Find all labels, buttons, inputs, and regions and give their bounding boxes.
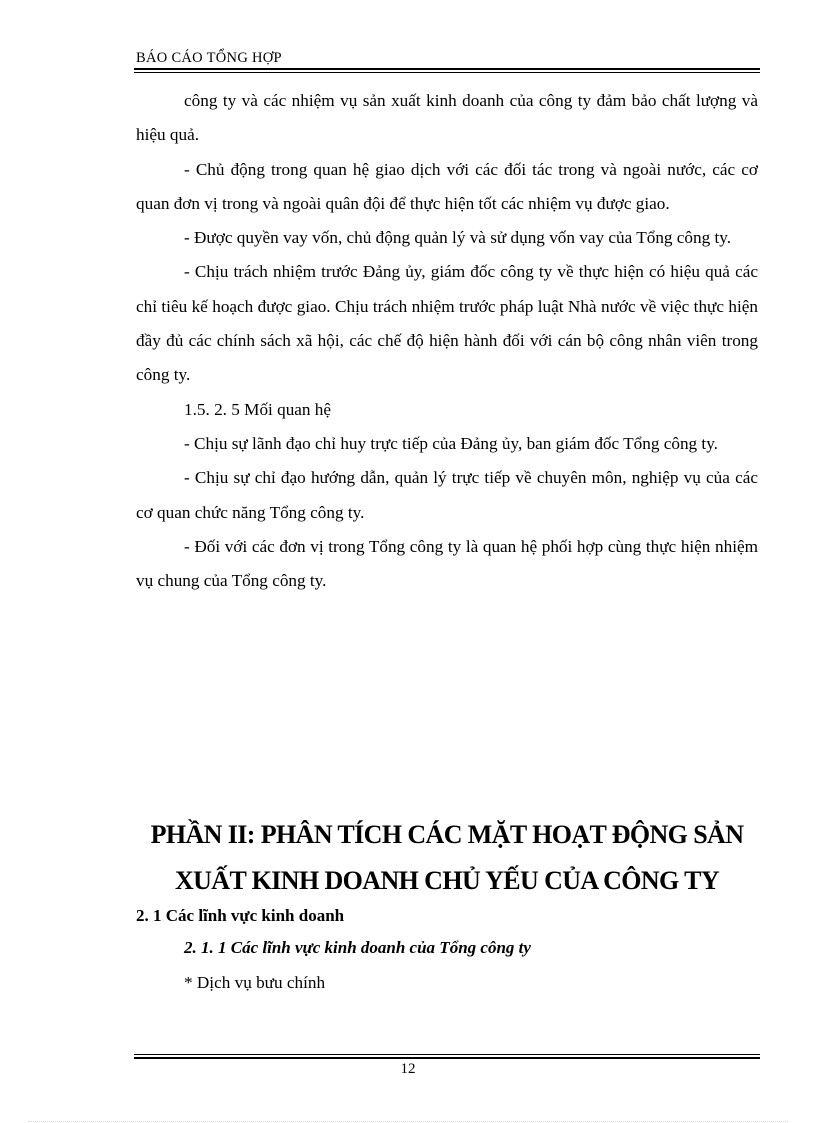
page-number: 12 (400, 1061, 416, 1077)
bullet-item: * Dịch vụ bưu chính (184, 973, 326, 992)
paragraph: - Được quyền vay vốn, chủ động quản lý và sử dụng vốn vay của Tổng công ty. (184, 228, 732, 248)
part-title-line-1: PHẦN II: PHÂN TÍCH CÁC MẶT HOẠT ĐỘNG SẢN (150, 820, 744, 849)
paragraph: - Chịu trách nhiệm trước Đảng ủy, giám đốc công ty về thực hiện có hiệu quả các chỉ tiêu kế hoạch được giao. Chịu trách nhiệm trước pháp luật Nhà nước về việc thực hiện đầy đủ các chính sách xã hội, các chế độ hiện hành đối với cán bộ công nhân viên trong công ty. (136, 262, 758, 385)
part-title (136, 812, 758, 904)
header-rule-thick (134, 68, 760, 70)
paragraph: công ty và các nhiệm vụ sản xuất kinh doanh của công ty đảm bảo chất lượng và hiệu quả. (136, 91, 758, 145)
section-heading: 2. 1 Các lĩnh vực kinh doanh (136, 906, 345, 925)
page-edge-dots (28, 1121, 788, 1122)
paragraph: - Chủ động trong quan hệ giao dịch với các đối tác trong và ngoài nước, các cơ quan đơn vị trong và ngoài quân đội để thực hiện tốt các nhiệm vụ được giao. (136, 159, 758, 213)
header-title: BÁO CÁO TỔNG HỢP (136, 50, 282, 66)
part-title-line-2: XUẤT KINH DOANH CHỦ YẾU CỦA CÔNG TY (174, 866, 720, 895)
paragraph: - Đối với các đơn vị trong Tổng công ty là quan hệ phối hợp cùng thực hiện nhiệm vụ chung của Tổng công ty. (136, 536, 758, 591)
footer-rule-thin (134, 1054, 760, 1055)
paragraph: - Chịu sự lãnh đạo chỉ huy trực tiếp của Đảng ủy, ban giám đốc Tổng công ty. (184, 433, 718, 453)
body-text (136, 84, 758, 598)
footer-rule-thick (134, 1057, 760, 1059)
paragraph: - Chịu sự chỉ đạo hướng dẫn, quản lý trực tiếp về chuyên môn, nghiệp vụ của các cơ quan chức năng Tổng công ty. (136, 468, 758, 522)
subheading-relations: 1.5. 2. 5 Mối quan hệ (184, 399, 332, 419)
subsection-heading: 2. 1. 1 Các lĩnh vực kinh doanh của Tổng công ty (184, 938, 531, 957)
header-rule-thin (134, 72, 760, 73)
